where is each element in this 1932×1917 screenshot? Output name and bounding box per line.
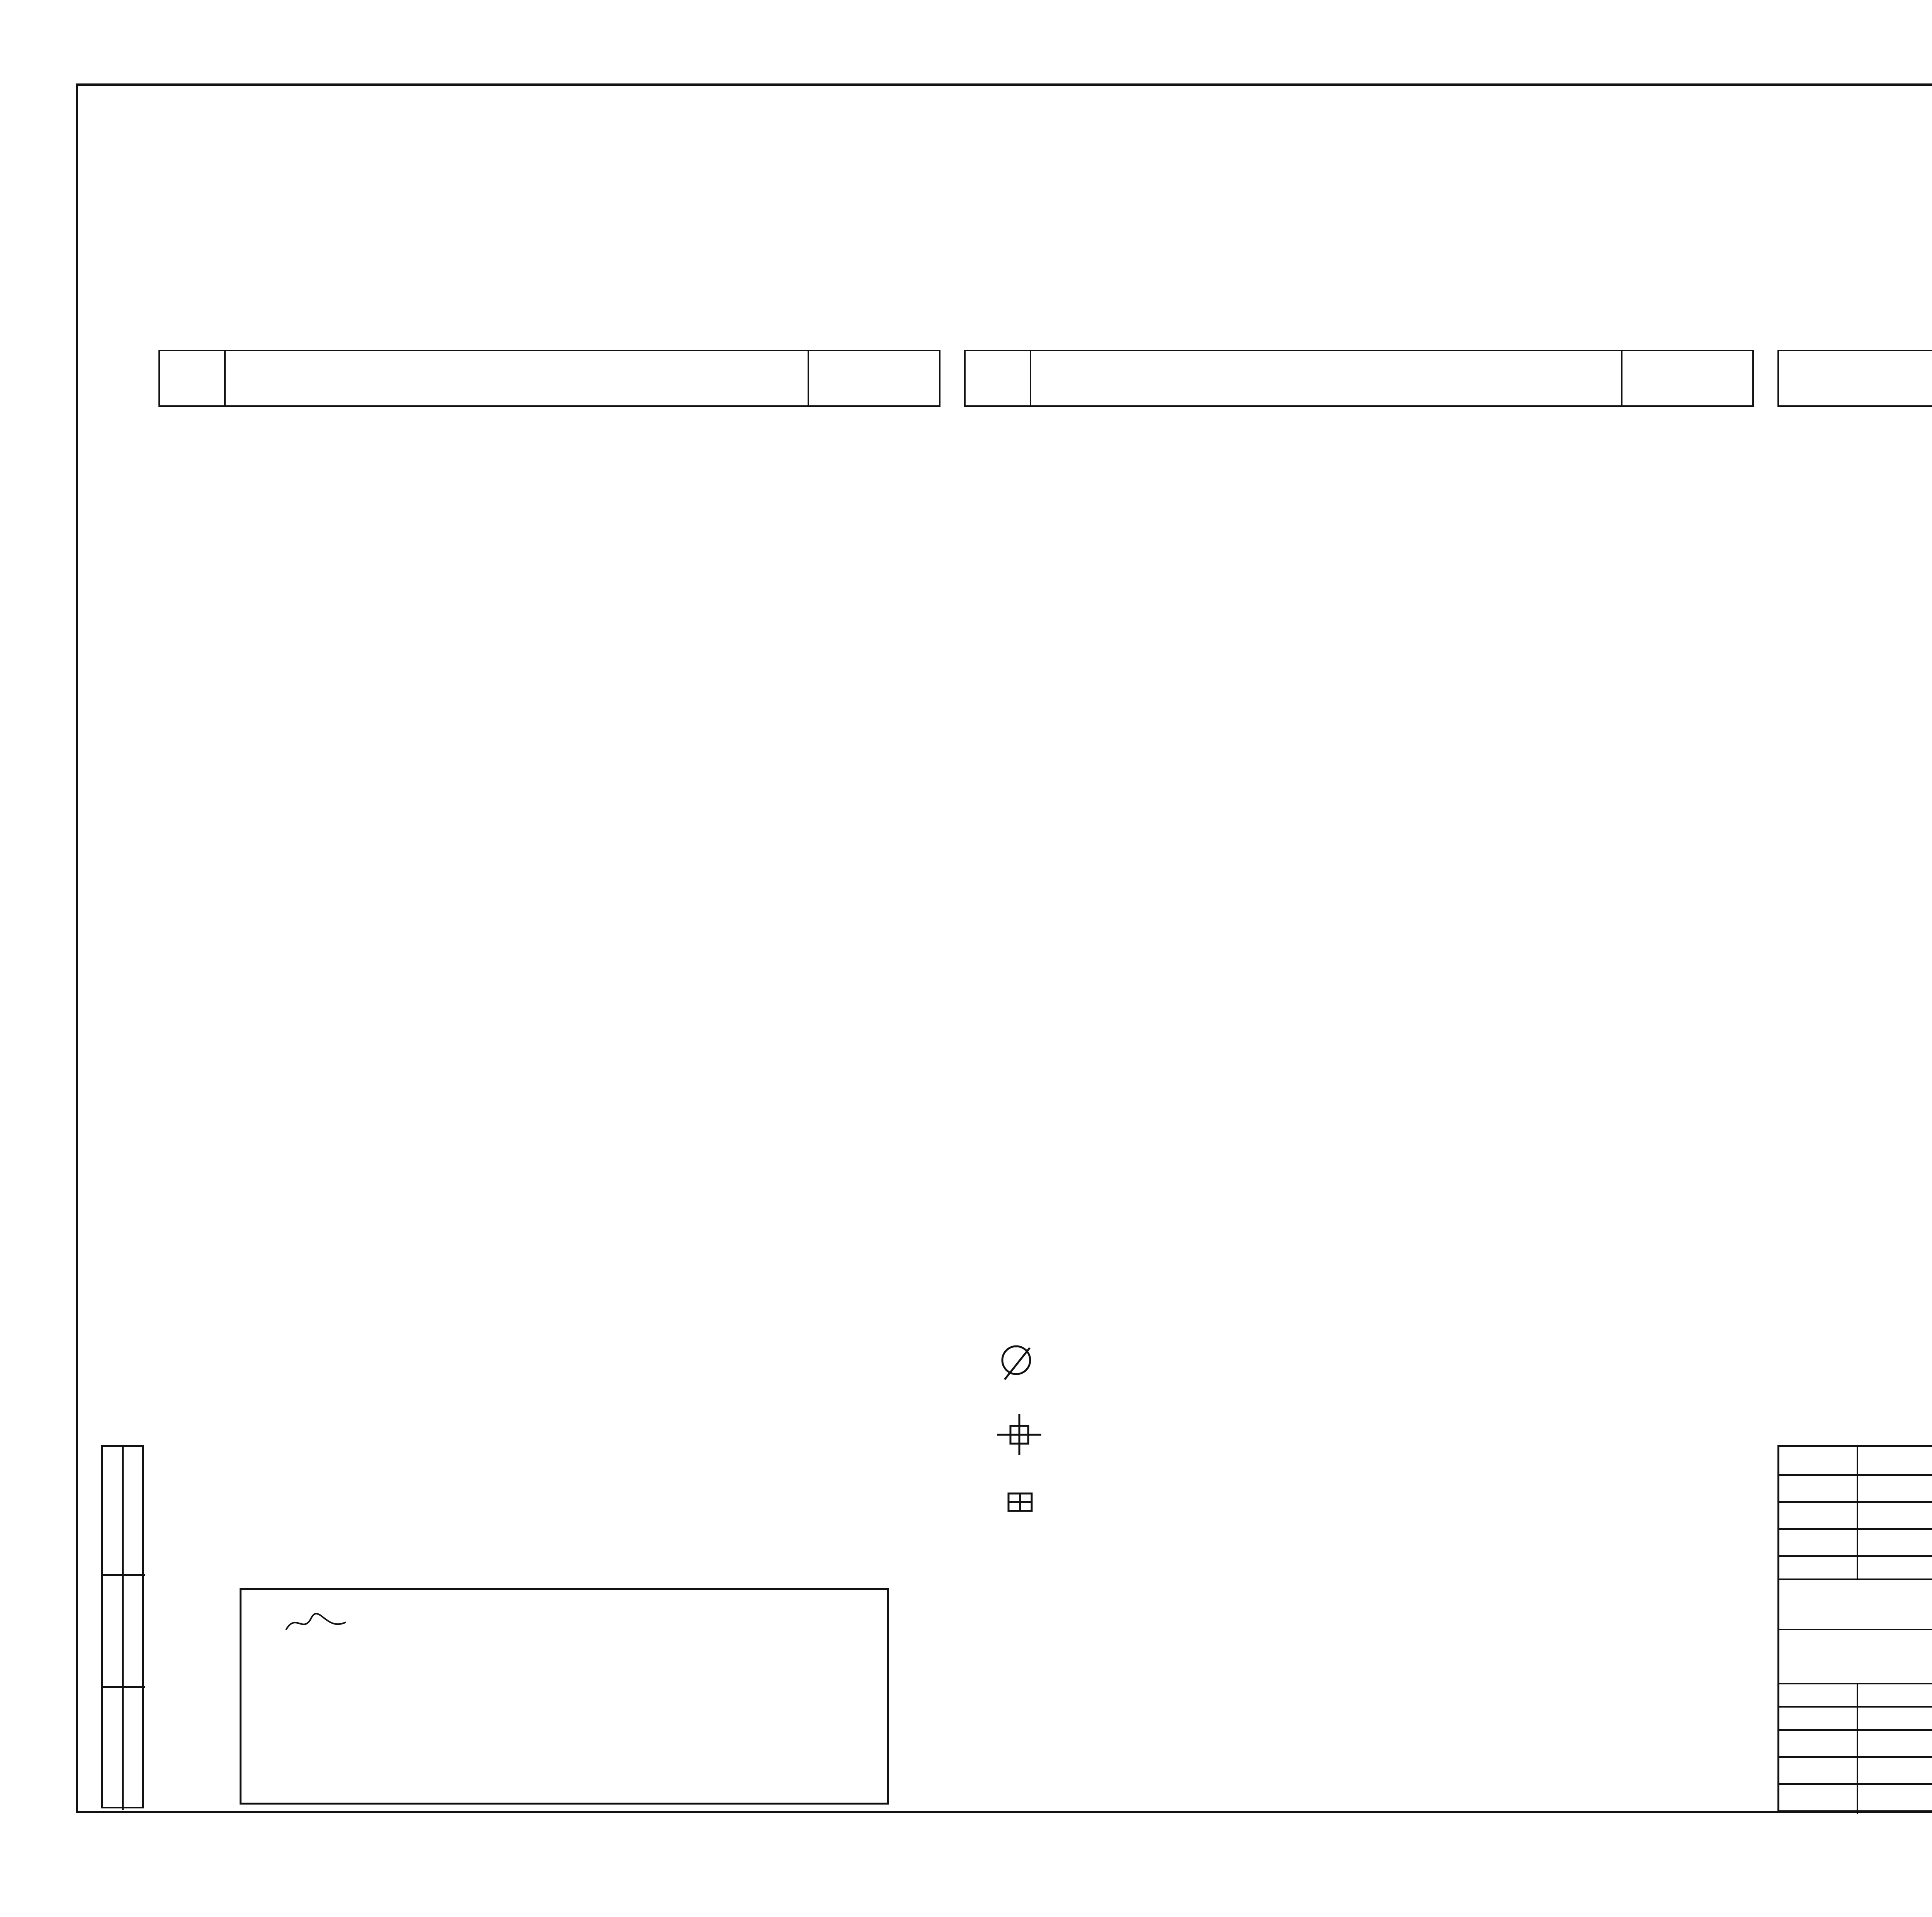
apparatus-set-icon — [1001, 1492, 1036, 1515]
t1-header-sheet — [159, 350, 225, 406]
drawings-table-2 — [964, 350, 1754, 407]
t2-header-note — [1622, 350, 1753, 406]
t1-header-note — [808, 350, 940, 406]
junction-box-icon — [997, 1414, 1043, 1457]
compliance-note — [240, 1588, 889, 1805]
drawing-frame — [76, 83, 1932, 1813]
position-number-icon — [997, 1341, 1039, 1387]
side-stamp — [101, 1445, 144, 1808]
engineer-signature — [284, 1611, 350, 1638]
t2-header-sheet — [965, 350, 1031, 406]
t1-header-name — [225, 350, 808, 406]
t3-header-code — [1778, 350, 1932, 406]
title-block — [1777, 1445, 1932, 1812]
t2-header-name — [1031, 350, 1622, 406]
documents-table — [1777, 350, 1932, 407]
drawings-table-1 — [158, 350, 940, 407]
